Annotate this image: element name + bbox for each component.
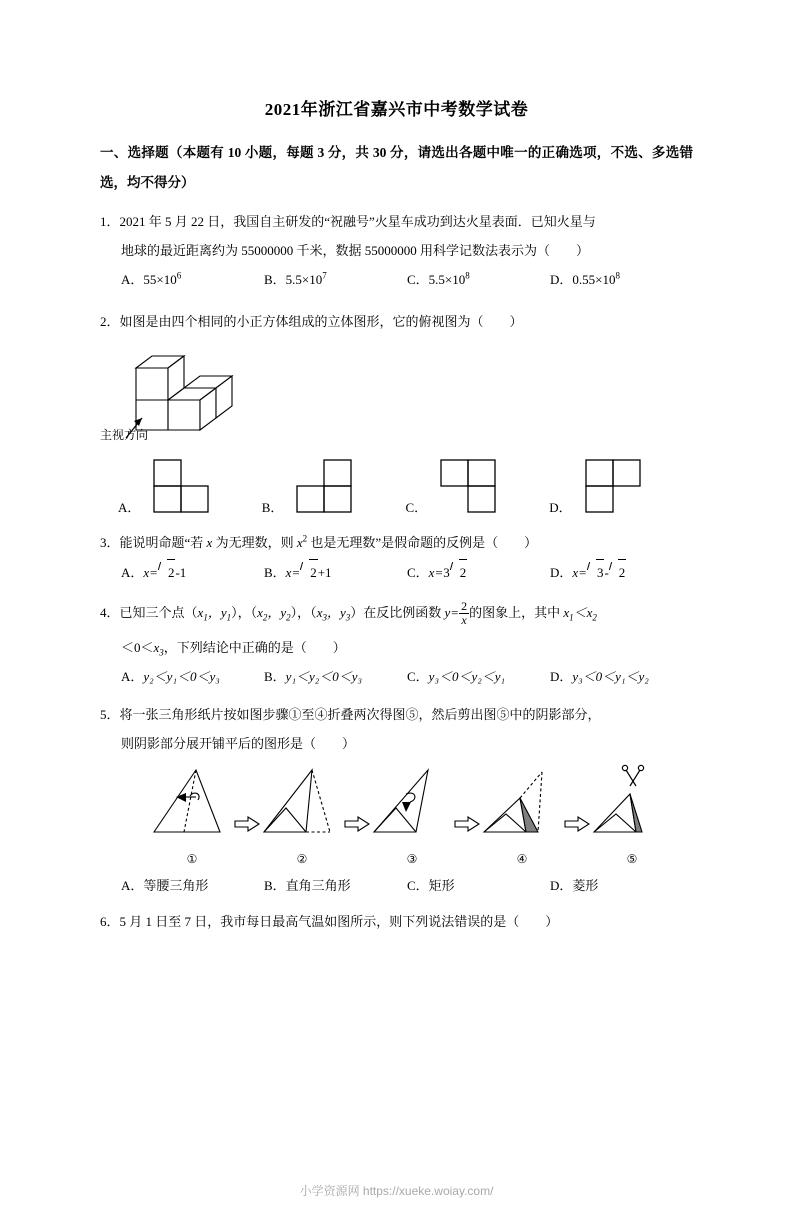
question-1-options <box>100 267 693 293</box>
option-d[interactable] <box>549 454 693 518</box>
fold-step-3 <box>370 764 454 867</box>
question-4-number: 4． <box>100 605 120 620</box>
fold-step-3-label: ③ <box>406 852 418 867</box>
fold-step-2 <box>260 764 344 867</box>
top-view-shape-c <box>433 454 503 518</box>
step-arrow-2 <box>344 764 370 837</box>
option-b[interactable] <box>262 454 406 518</box>
question-3-options <box>100 559 693 586</box>
option-c[interactable]: C．矩形 <box>407 878 455 894</box>
question-6 <box>100 907 693 936</box>
option-a[interactable]: A．$55\times 10^6$ <box>121 270 182 287</box>
fold-step-1-label: ① <box>186 852 198 867</box>
front-view-label: 主视方向 <box>100 428 149 442</box>
step-arrow-3 <box>454 764 480 837</box>
fold-step-1-svg <box>150 764 234 846</box>
question-5-fold-steps <box>100 764 693 867</box>
option-b[interactable]: B．x= 2+1 <box>264 559 407 586</box>
option-d[interactable]: D．x= 3- 2 <box>550 559 693 586</box>
option-d[interactable]: D．y₃＜0＜y₁＜y₂ <box>550 669 649 685</box>
footer-watermark: 小学资源网 https://xueke.woiay.com/ <box>299 1184 494 1198</box>
option-b[interactable]: B．$5.5\times 10^7$ <box>264 270 327 287</box>
fold-step-5-svg <box>590 764 674 846</box>
fold-step-4-label: ④ <box>516 852 528 867</box>
question-4-line1: 4．已知三个点（$x_1$，$y_1$），（$x_2$，$y_2$），（$x_3$，$y_3$）在反比例函数 y= $\frac{2}{x}$ 的图象上，其中 $x_1<x_2$ <box>100 598 597 627</box>
option-b[interactable]: B．y₁＜y₂＜0＜y₃ <box>264 669 363 685</box>
fold-arrow-icon <box>402 802 411 812</box>
shaded-region <box>520 798 538 832</box>
option-c[interactable]: C．x=3 2 <box>407 559 550 586</box>
right-arrow-icon <box>234 816 260 832</box>
page-title: 2021年浙江省嘉兴市中考数学试卷 <box>264 100 529 119</box>
question-5-options <box>100 873 693 899</box>
fold-arrow-icon <box>176 793 186 802</box>
radical-icon: 2 <box>158 559 176 586</box>
fold-step-1 <box>150 764 234 867</box>
question-2-cube-figure <box>100 338 693 446</box>
question-4 <box>100 598 693 662</box>
top-view-shape-d <box>578 454 648 518</box>
question-1 <box>100 207 693 265</box>
shaded-region <box>630 794 642 832</box>
fold-step-3-svg <box>370 764 454 846</box>
radical-icon: 3 <box>587 559 605 586</box>
question-2 <box>100 307 693 336</box>
fold-step-2-label: ② <box>296 852 308 867</box>
option-d-letter: D． <box>549 500 572 515</box>
radical-icon: 2 <box>300 559 318 586</box>
point-coords: $x_1$，$y_1$ <box>197 605 232 623</box>
top-view-shape-a <box>146 454 216 518</box>
question-4-line2: $<0<x_3$，下列结论中正确的是（ ） <box>121 640 346 658</box>
question-2-number: 2． <box>100 314 120 329</box>
step-arrow-4 <box>564 764 590 837</box>
question-6-line1: 6．5 月 1 日至 7 日，我市每日最高气温如图所示，则下列说法错误的是（ ） <box>100 914 559 930</box>
exam-page <box>0 95 793 1217</box>
option-c-letter: C． <box>405 500 428 515</box>
option-a-letter: A． <box>118 500 141 515</box>
fold-step-5-label: ⑤ <box>626 852 638 867</box>
fraction-2-over-x: $\frac{2}{x}$ <box>461 598 468 627</box>
option-a[interactable]: A．x= 2-1 <box>121 559 264 586</box>
radical-icon: 2 <box>450 559 468 586</box>
question-5-line1: 5．将一张三角形纸片按如图步骤①至④折叠两次得图⑤，然后剪出图⑤中的阴影部分， <box>100 707 601 723</box>
question-5-line2: 则阴影部分展开铺平后的图形是（ ） <box>121 736 356 752</box>
right-arrow-icon <box>564 816 590 832</box>
front-view-arrow-icon <box>134 418 142 426</box>
option-b[interactable]: B．直角三角形 <box>264 878 351 894</box>
question-3-line1: 3．能说明命题“若 x 为无理数，则 $x^2$ 也是无理数”是假命题的反例是（ ） <box>100 533 538 550</box>
fold-step-5 <box>590 764 674 867</box>
question-4-options <box>100 664 693 690</box>
question-1-line1: 1．2021 年 5 月 22 日，我国自主研发的“祝融号”火星车成功到达火星表面．已知火星与 <box>100 214 596 229</box>
option-d[interactable]: D．$0.55\times 10^8$ <box>550 270 620 287</box>
option-a[interactable]: A．y₂＜y₁＜0＜y₃ <box>121 669 220 685</box>
option-c[interactable]: C．y₃＜0＜y₂＜y₁ <box>407 669 506 685</box>
radical-icon: 2 <box>609 559 627 586</box>
fold-step-4-svg <box>480 764 564 846</box>
step-arrow-1 <box>234 764 260 837</box>
question-2-line1: 2．如图是由四个相同的小正方体组成的立体图形，它的俯视图为（ ） <box>100 314 523 329</box>
option-c[interactable]: C．$5.5\times 10^8$ <box>407 270 470 287</box>
right-arrow-icon <box>454 816 480 832</box>
top-view-shape-b <box>289 454 359 518</box>
scissors-icon <box>622 766 643 787</box>
option-b-letter: B． <box>261 500 284 515</box>
question-3 <box>100 528 693 557</box>
option-a[interactable]: A．等腰三角形 <box>121 878 209 894</box>
option-a[interactable] <box>118 454 262 518</box>
fold-step-2-svg <box>260 764 344 846</box>
fold-step-4 <box>480 764 564 867</box>
question-1-number: 1． <box>100 214 120 229</box>
question-5-number: 5． <box>100 707 120 723</box>
section-heading: 一、选择题（本题有 10 小题，每题 3 分，共 30 分，请选出各题中唯一的正确选项，不选、多选错选，均不得分） <box>100 145 693 190</box>
question-3-number: 3． <box>100 535 120 550</box>
right-arrow-icon <box>344 816 370 832</box>
option-c[interactable] <box>406 454 550 518</box>
question-5 <box>100 700 693 758</box>
question-1-line2: 地球的最近距离约为 55000000 千米，数据 55000000 用科学记数法表示为（ ） <box>121 243 590 258</box>
question-6-number: 6． <box>100 914 120 930</box>
question-2-option-figures <box>100 454 693 518</box>
option-d[interactable]: D．菱形 <box>550 878 599 894</box>
